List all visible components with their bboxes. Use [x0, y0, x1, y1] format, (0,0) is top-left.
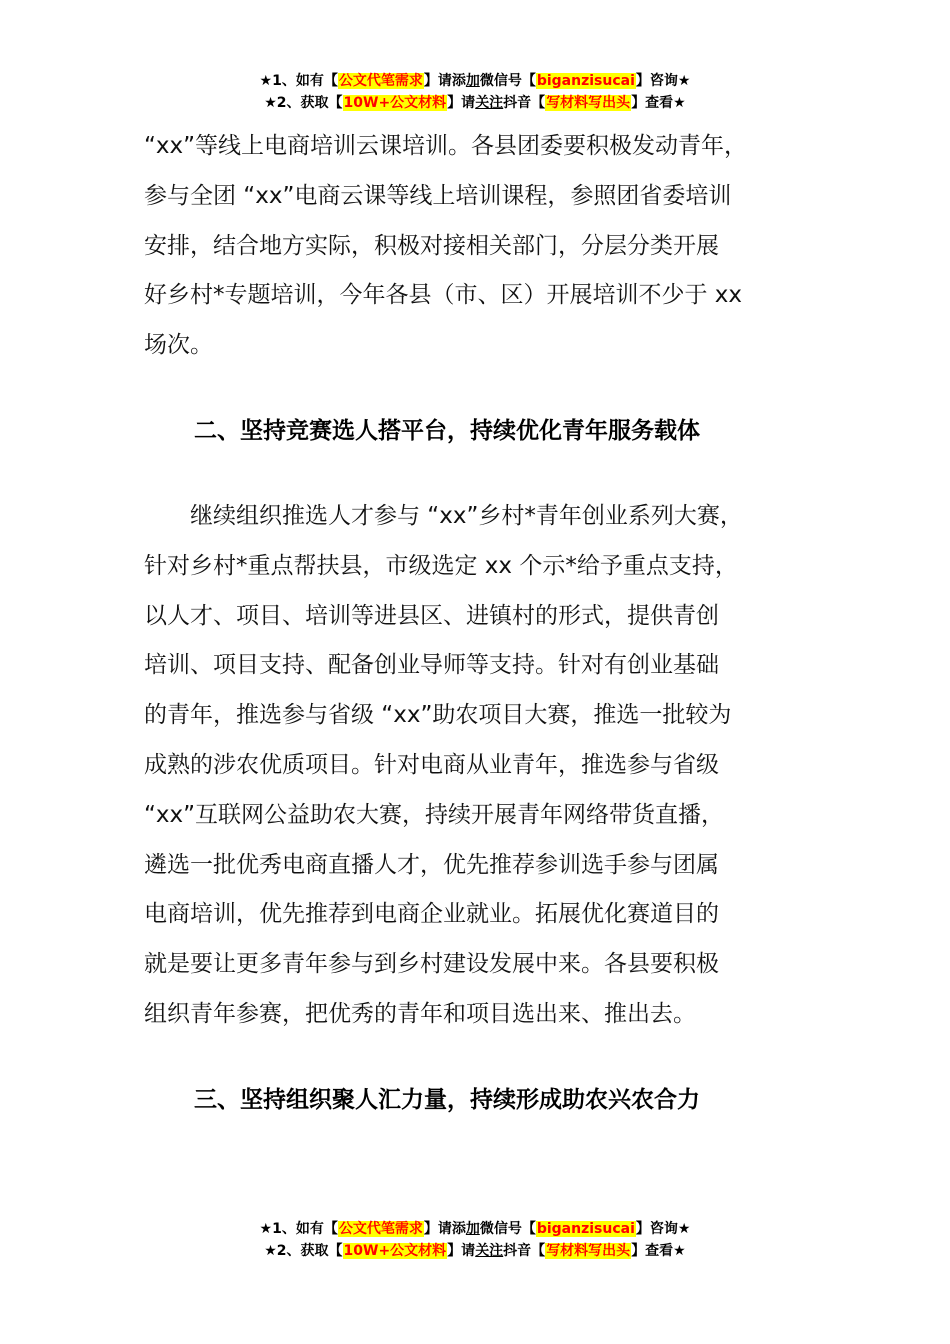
promo-text: 】请	[447, 95, 476, 111]
promo-text: ★1、如有【	[259, 1221, 338, 1237]
text-line: 组织青年参赛，把优秀的青年和项目选出来、推出去。	[144, 1000, 696, 1027]
text-line: 安排，结合地方实际，积极对接相关部门，分层分类开展	[144, 232, 719, 259]
promo-text: ★1、如有【	[259, 73, 338, 89]
promo-underline: 关注	[475, 1243, 504, 1259]
promo-line-1	[0, 1218, 950, 1240]
text-line: 参与全团 “xx”电商云课等线上培训课程，参照团省委培训	[144, 182, 732, 209]
document-body	[144, 122, 834, 1125]
text-line: 就是要让更多青年参与到乡村建设发展中来。各县要积极	[144, 951, 719, 978]
paragraph-1	[144, 122, 834, 371]
promo-text: 微信号【	[479, 73, 536, 89]
promo-highlight: biganzisucai	[536, 73, 635, 89]
promo-banner-top	[0, 70, 950, 114]
text-line: 培训、项目支持、配备创业导师等支持。针对有创业基础	[144, 652, 719, 679]
promo-underline: 加	[465, 1221, 480, 1237]
promo-highlight: 10W+公文材料	[343, 1243, 447, 1259]
promo-text: 】请	[447, 1243, 476, 1259]
section-heading-3: 三、坚持组织聚人汇力量，持续形成助农兴农合力	[194, 1086, 700, 1113]
text-line: 以人才、项目、培训等进县区、进镇村的形式，提供青创	[144, 602, 719, 629]
promo-banner-bottom	[0, 1218, 950, 1262]
promo-text: 抖音【	[503, 95, 546, 111]
promo-line-1	[0, 70, 950, 92]
text-line: 的青年，推选参与省级 “xx”助农项目大赛，推选一批较为	[144, 702, 732, 729]
text-line: 场次。	[144, 332, 213, 359]
promo-text: 】查看★	[631, 1243, 686, 1259]
text-line: 遴选一批优秀电商直播人才，优先推荐参训选手参与团属	[144, 851, 719, 878]
section-heading-2: 二、坚持竞赛选人搭平台，持续优化青年服务载体	[194, 417, 700, 444]
promo-text: 】咨询★	[635, 73, 691, 89]
text-line: 继续组织推选人才参与 “xx”乡村*青年创业系列大赛，	[144, 502, 743, 529]
text-line: “xx”等线上电商培训云课培训。各县团委要积极发动青年，	[144, 133, 748, 159]
paragraph-2	[144, 492, 834, 1040]
promo-text: 微信号【	[479, 1221, 536, 1237]
promo-text: ★2、获取【	[264, 95, 343, 111]
promo-line-2	[0, 92, 950, 114]
promo-text: 】请添	[423, 1221, 466, 1237]
promo-highlight: 公文代笔需求	[338, 1221, 423, 1237]
promo-highlight: 10W+公文材料	[343, 95, 447, 111]
promo-highlight: 写材料写出头	[546, 95, 631, 111]
promo-text: 】查看★	[631, 95, 686, 111]
promo-text: ★2、获取【	[264, 1243, 343, 1259]
promo-line-2	[0, 1240, 950, 1262]
promo-text: 】咨询★	[635, 1221, 691, 1237]
promo-text: 抖音【	[503, 1243, 546, 1259]
text-line: “xx”互联网公益助农大赛，持续开展青年网络带货直播，	[144, 801, 725, 828]
promo-highlight: biganzisucai	[536, 1221, 635, 1237]
promo-highlight: 写材料写出头	[546, 1243, 631, 1259]
text-line: 好乡村*专题培训，今年各县（市、区）开展培训不少于 xx	[144, 282, 743, 309]
promo-underline: 关注	[475, 95, 504, 111]
promo-text: 】请添	[423, 73, 466, 89]
text-line: 成熟的涉农优质项目。针对电商从业青年，推选参与省级	[144, 751, 719, 778]
promo-underline: 加	[465, 73, 480, 89]
promo-highlight: 公文代笔需求	[338, 73, 423, 89]
text-line: 电商培训，优先推荐到电商企业就业。拓展优化赛道目的	[144, 901, 719, 928]
text-line: 针对乡村*重点帮扶县，市级选定 xx 个示*给予重点支持，	[144, 552, 738, 579]
